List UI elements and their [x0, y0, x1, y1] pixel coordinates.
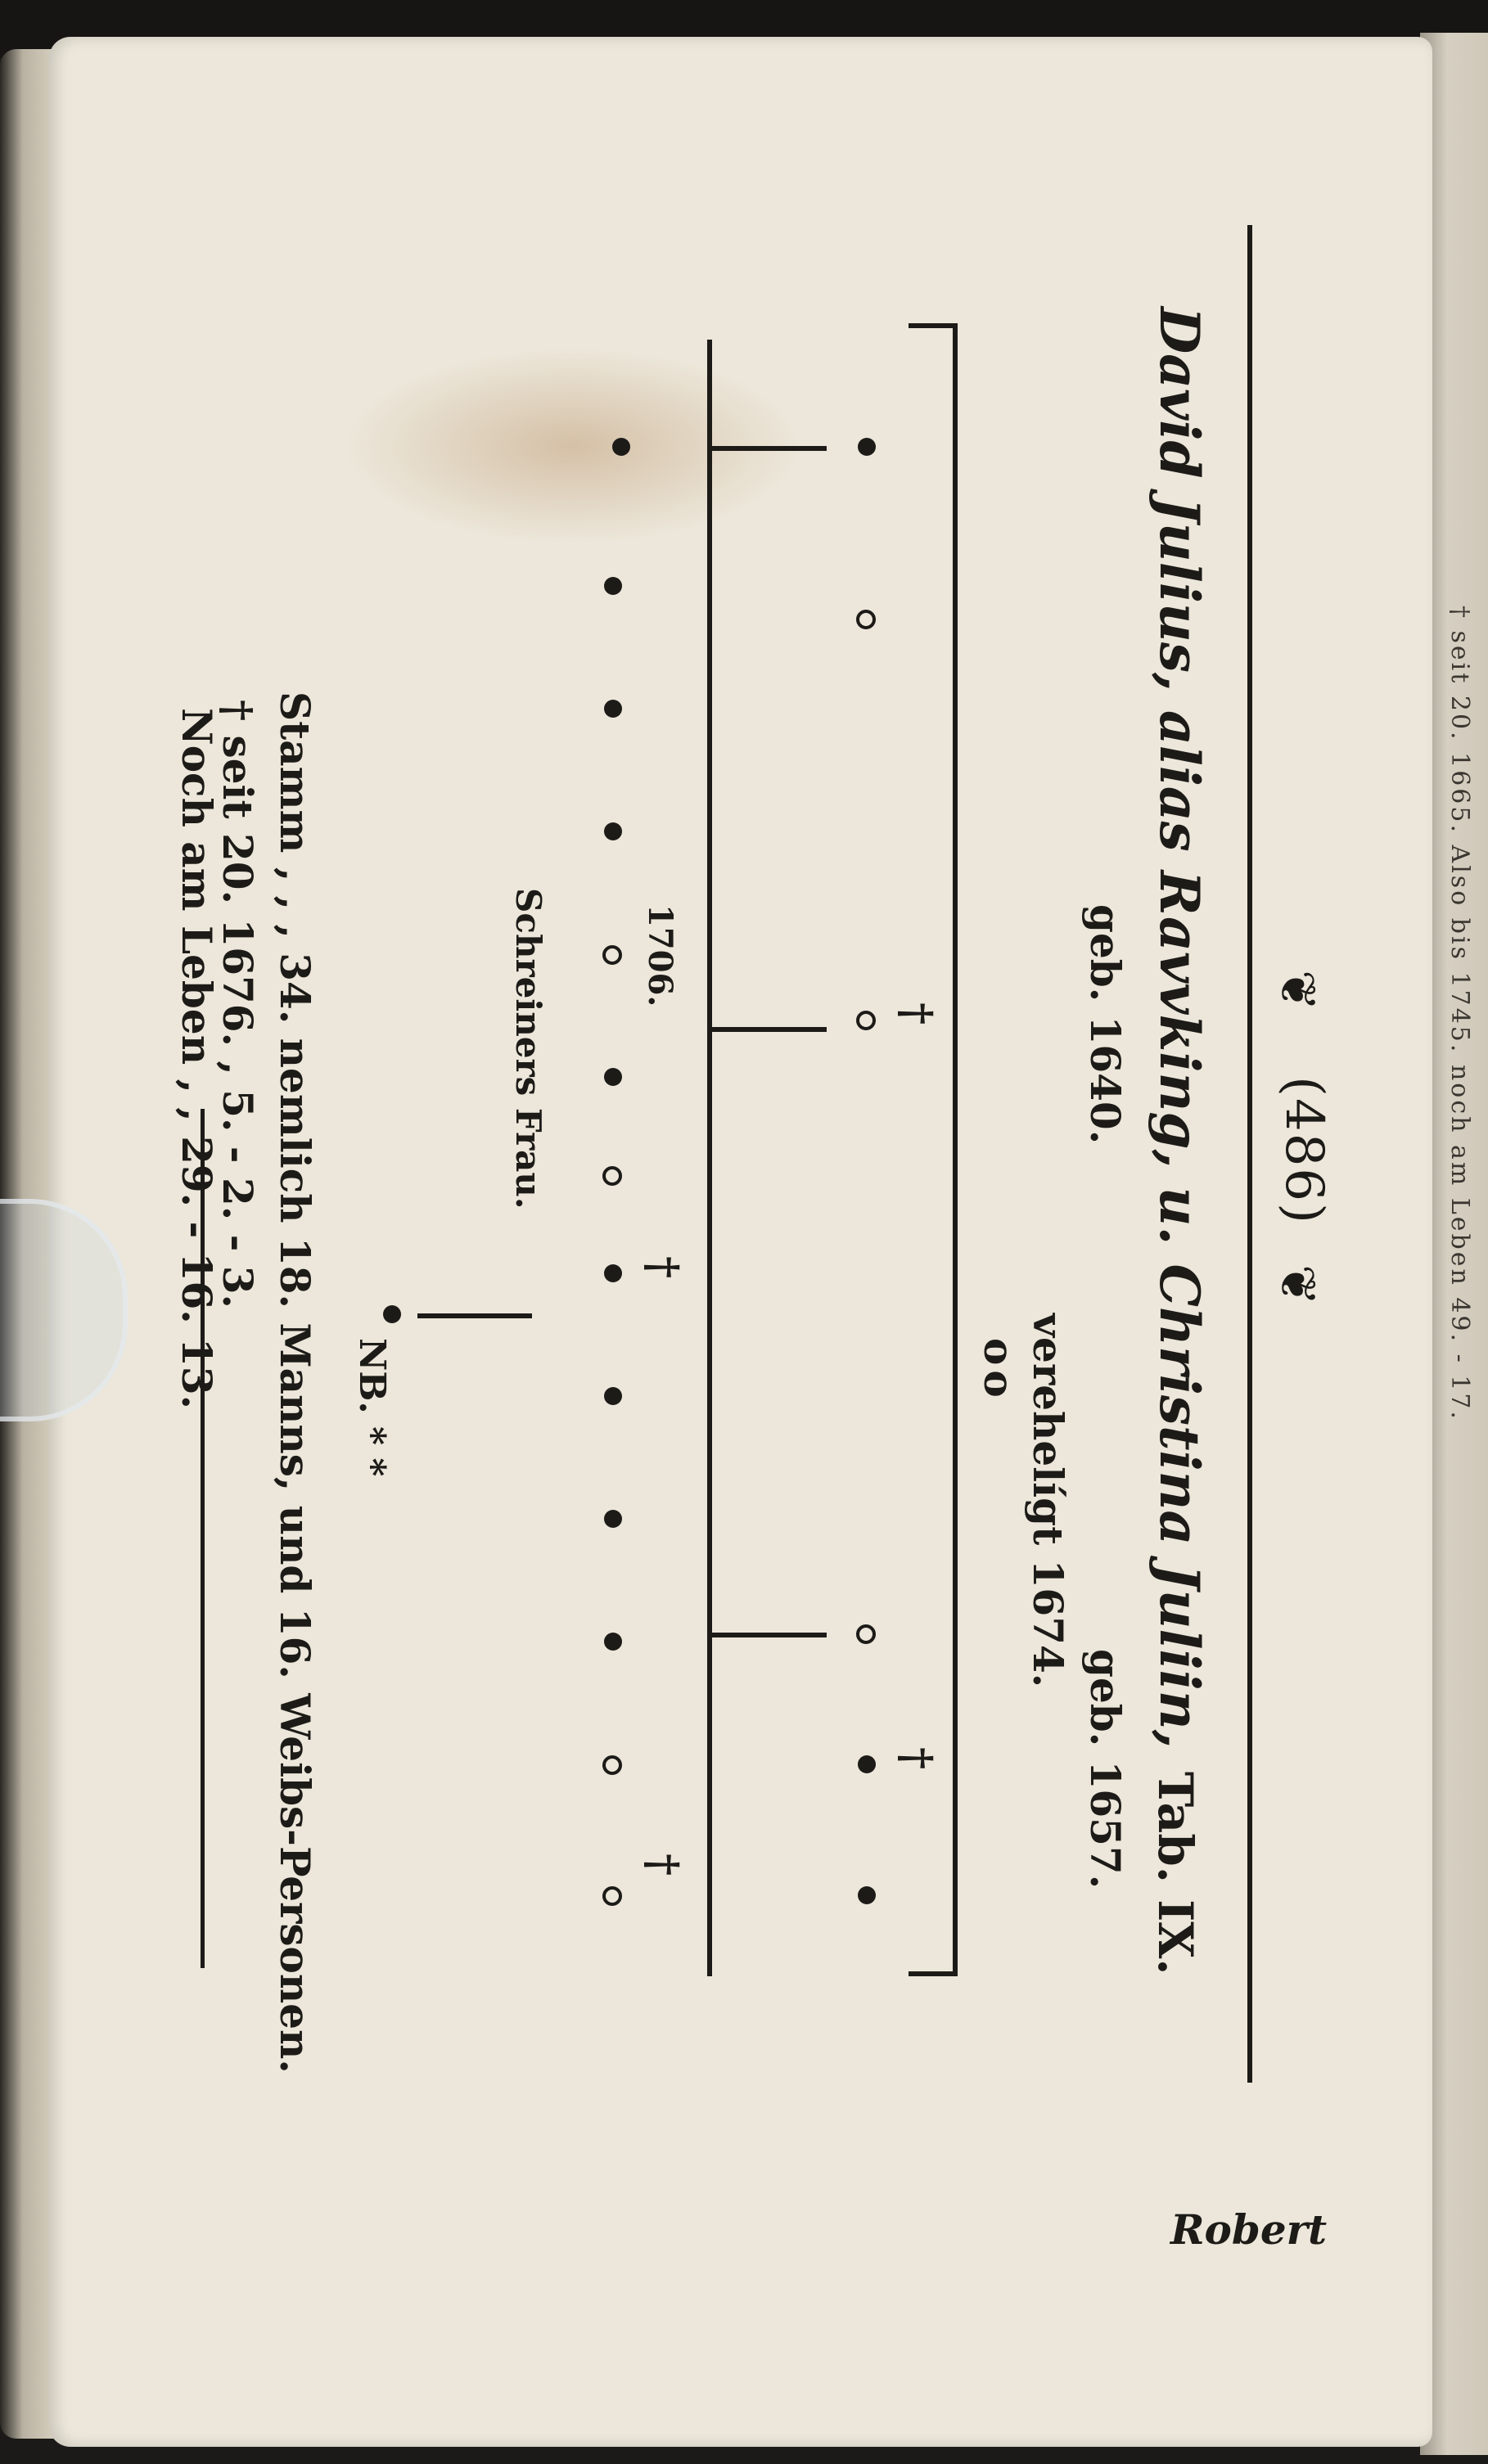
grandchild-marker [602, 1886, 622, 1906]
annotation-label: Schreiners Frau. [508, 888, 548, 1209]
child-marker [856, 1624, 876, 1644]
deceased-cross-icon: † [638, 1854, 688, 1876]
marriage-year: verehelígt 1674. [1024, 1313, 1072, 1688]
stats-row-living: Noch am Leben , , 29. - 16. 13. [173, 708, 221, 1410]
grandchild-marker [604, 822, 622, 840]
grandchild-marker [604, 1510, 622, 1528]
branch-line [417, 1313, 532, 1318]
nb-note: NB. * * [351, 1338, 393, 1477]
child-marker [856, 610, 876, 629]
grandchild-marker [602, 1166, 622, 1186]
child-marker [856, 1011, 876, 1030]
wife-birth: geb. 1657. [1081, 1649, 1130, 1890]
facing-page-text: † seit 20. 1665. Also bis 1745. noch am Leben 49. - 17. [1445, 606, 1474, 1421]
tree-main-right-tick [909, 1971, 958, 1976]
tree-main-line [953, 323, 958, 1976]
child-marker [858, 1755, 876, 1773]
child-marker [858, 438, 876, 456]
header-rule [1247, 225, 1252, 2083]
deceased-cross-icon: † [891, 1747, 941, 1770]
annotation-year: 1706. [641, 904, 679, 1007]
grandchild-marker [604, 1068, 622, 1086]
tree-main-left-tick [909, 323, 958, 328]
marriage-rings-icon: oo [975, 1338, 1023, 1403]
branch-line [712, 1633, 827, 1637]
grandchild-marker [604, 700, 622, 718]
book-page [49, 37, 1432, 2447]
deceased-cross-icon: † [638, 1256, 688, 1279]
family-title: David Julius, alias Ravvking, u. Christina Juliin, [1148, 307, 1211, 1749]
page-number: (486) [1274, 1076, 1334, 1226]
grandchild-marker [604, 1264, 622, 1282]
grandchild-marker [604, 577, 622, 595]
branch-line [712, 1027, 827, 1032]
stats-row-total: Stamm , , , 34. nemlich 18. Manns, und 16. Weibs-Personen. [271, 691, 319, 2074]
grandchild-marker [602, 945, 622, 965]
husband-birth: geb. 1640. [1081, 904, 1130, 1145]
branch-line [712, 446, 827, 451]
grandchild-marker [604, 1633, 622, 1651]
child-marker [612, 438, 630, 456]
grandchild-marker [604, 1387, 622, 1405]
rotated-page-content [172, 86, 1432, 2443]
stats-row-deceased: † seit 20. 1676. , 5. - 2. - 3. [214, 700, 262, 1309]
second-generation-line [707, 340, 712, 1976]
grandchild-marker [602, 1755, 622, 1775]
table-label: Tab. IX. [1148, 1772, 1203, 1975]
descendant-marker [383, 1305, 401, 1323]
catchword: Robert [1170, 2205, 1328, 2254]
ornament-left-icon: ❦ [1269, 970, 1326, 1011]
deceased-cross-icon: † [891, 1002, 941, 1025]
ornament-right-icon: ❦ [1269, 1264, 1326, 1306]
child-marker [858, 1886, 876, 1904]
